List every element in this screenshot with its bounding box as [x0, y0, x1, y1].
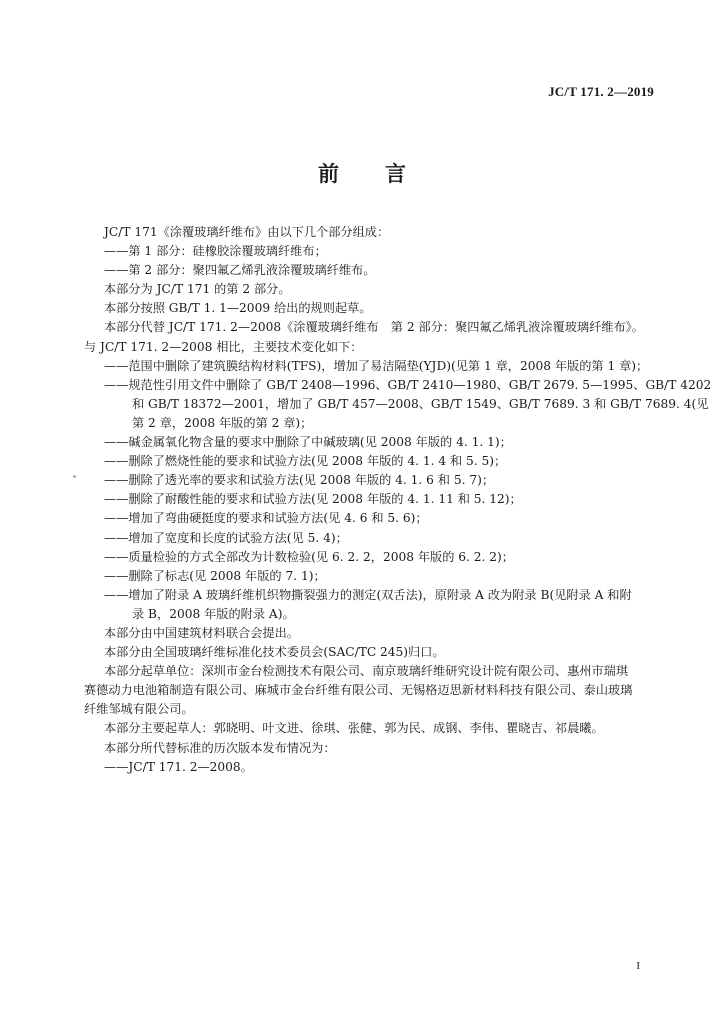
foreword-body — [84, 223, 712, 777]
list-item-continuation: 第 2 章，2008 年版的第 2 章)； — [132, 415, 313, 430]
list-item: ——删除了耐酸性能的要求和试验方法(见 2008 年版的 4. 1. 11 和 5. 12)； — [104, 492, 522, 507]
list-item: ——增加了宽度和长度的试验方法(见 5. 4)； — [104, 530, 348, 545]
paragraph: 本部分为 JC/T 171 的第 2 部分。 — [104, 282, 291, 297]
paragraph: 与 JC/T 171. 2—2008 相比，主要技术变化如下： — [84, 339, 363, 354]
paragraph: 本部分主要起草人：郭晓明、叶文进、徐琪、张健、郭为民、成钢、李伟、瞿晓吉、祁晨曦。 — [104, 721, 604, 736]
list-item: ——删除了标志(见 2008 年版的 7. 1)； — [104, 568, 326, 583]
list-item: ——增加了附录 A 玻璃纤维机织物撕裂强力的测定(双舌法)，原附录 A 改为附录 B(见附录 A 和附 — [104, 587, 632, 602]
paragraph: 本部分起草单位：深圳市金台检测技术有限公司、南京玻璃纤维研究设计院有限公司、惠州市瑞琪 — [104, 664, 629, 679]
paragraph-continuation: 赛德动力电池箱制造有限公司、麻城市金台纤维有限公司、无锡格迈思新材料科技有限公司、泰山玻璃 — [84, 683, 633, 698]
page-number: I — [636, 960, 640, 972]
document-code: JC/T 171. 2—2019 — [548, 84, 654, 99]
title-char-1: 前 — [318, 162, 339, 186]
paragraph: 本部分所代替标准的历次版本发布情况为： — [104, 740, 336, 755]
list-item: ——范围中删除了建筑膜结构材料(TFS)，增加了易洁隔垫(YJD)(见第 1 章，2008 年版的第 1 章)； — [104, 358, 649, 373]
paragraph: JC/T 171《涂覆玻璃纤维布》由以下几个部分组成： — [104, 225, 390, 239]
paragraph: 本部分由中国建筑材料联合会提出。 — [104, 625, 299, 640]
list-item-continuation: 录 B，2008 年版的附录 A)。 — [132, 606, 295, 621]
paragraph: 本部分由全国玻璃纤维标准化技术委员会(SAC/TC 245)归口。 — [104, 645, 445, 660]
list-item: ——第 2 部分：聚四氟乙烯乳液涂覆玻璃纤维布。 — [104, 263, 376, 278]
list-item: ——增加了弯曲硬挺度的要求和试验方法(见 4. 6 和 5. 6)； — [104, 511, 428, 526]
list-item: ——JC/T 171. 2—2008。 — [104, 759, 253, 774]
list-item: ——删除了燃烧性能的要求和试验方法(见 2008 年版的 4. 1. 4 和 5. 5)； — [104, 454, 507, 469]
list-item: ——规范性引用文件中删除了 GB/T 2408—1996、GB/T 2410—1980、GB/T 2679. 5—1995、GB/T 4202 — [104, 377, 712, 392]
list-item: ——碱金属氧化物含量的要求中删除了中碱玻璃(见 2008 年版的 4. 1. 1)； — [104, 435, 512, 450]
list-item: ——第 1 部分：硅橡胶涂覆玻璃纤维布； — [104, 244, 327, 259]
paragraph: 本部分按照 GB/T 1. 1—2009 给出的规则起草。 — [104, 301, 372, 316]
scan-mark: ˇ — [72, 476, 77, 487]
list-item: ——质量检验的方式全部改为计数检验(见 6. 2. 2，2008 年版的 6. 2. 2)； — [104, 549, 514, 564]
page-title — [0, 158, 724, 188]
title-char-2: 言 — [385, 162, 406, 186]
list-item-continuation: 和 GB/T 18372—2001，增加了 GB/T 457—2008、GB/T 1549、GB/T 7689. 3 和 GB/T 7689. 4(见 — [132, 396, 709, 411]
list-item: ——删除了透光率的要求和试验方法(见 2008 年版的 4. 1. 6 和 5. 7)； — [104, 473, 495, 488]
paragraph-continuation: 纤维邹城有限公司。 — [84, 702, 194, 717]
paragraph: 本部分代替 JC/T 171. 2—2008《涂覆玻璃纤维布 第 2 部分：聚四氟乙烯乳液涂覆玻璃纤维布》。 — [104, 320, 644, 335]
